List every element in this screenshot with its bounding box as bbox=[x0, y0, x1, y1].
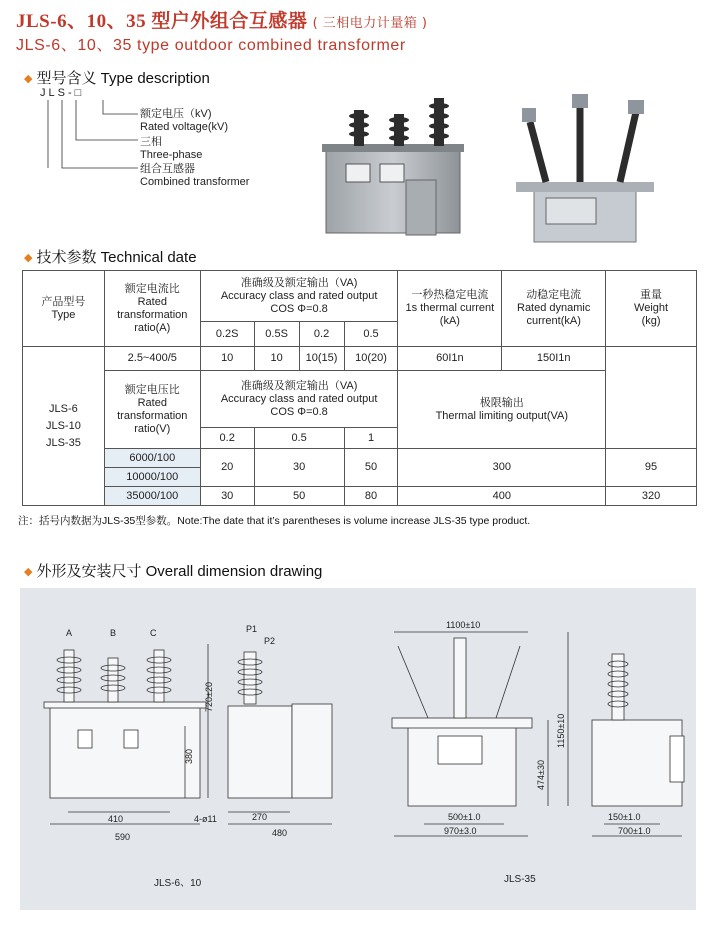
vt-row-6000 bbox=[23, 449, 697, 468]
table-note: 注：括号内数据为JLS-35型参数。Note:The date that it’s parentheses is volume increase JLS-35 type product. bbox=[18, 515, 531, 527]
ct-class-cell: 0.5 bbox=[344, 322, 398, 347]
thermal-cell: 60I1n bbox=[398, 347, 502, 371]
vt-class-cell: 1 bbox=[344, 428, 398, 449]
title-cn-sub: ( 三相电力计量箱 ) bbox=[312, 16, 428, 31]
dim-970: 970±3.0 bbox=[444, 826, 477, 836]
dimension-drawing-panel bbox=[20, 588, 696, 910]
tech-heading: 技术参数 Technical date bbox=[36, 249, 197, 266]
product-photo-jls35 bbox=[510, 82, 660, 252]
leader-line-phase bbox=[76, 100, 138, 140]
phase-label-c: C bbox=[150, 628, 157, 638]
dim-150: 150±1.0 bbox=[608, 812, 641, 822]
type-code: JLS-□ bbox=[40, 87, 85, 99]
vt-output-cell: 50 bbox=[344, 449, 398, 487]
ct-output-cell: 10(20) bbox=[344, 347, 398, 371]
dim-500: 500±1.0 bbox=[448, 812, 481, 822]
dim-480: 480 bbox=[272, 828, 288, 838]
leader-line-combined bbox=[62, 100, 138, 168]
phase-label-a: A bbox=[66, 628, 73, 638]
dynamic-cell: 150I1n bbox=[502, 347, 606, 371]
vt-header-row bbox=[23, 371, 697, 428]
empty-weight-cell bbox=[606, 347, 697, 449]
limit-cell: 400 bbox=[398, 487, 606, 506]
page-title-en: JLS-6、10、35 type outdoor combined transformer bbox=[16, 37, 406, 54]
ct-ratio-cell: 2.5~400/5 bbox=[104, 347, 200, 371]
type-desc-heading: 型号含义 Type description bbox=[36, 70, 210, 87]
dim-590: 590 bbox=[115, 832, 131, 842]
vt-output-cell: 80 bbox=[344, 487, 398, 506]
weight-cell: 320 bbox=[606, 487, 697, 506]
drawing-heading: 外形及安装尺寸 Overall dimension drawing bbox=[36, 563, 323, 580]
table-header-row bbox=[23, 271, 697, 322]
vt-class-cell: 0.5 bbox=[254, 428, 344, 449]
label-p2: P2 bbox=[264, 636, 276, 646]
th-limit-output: 极限输出 Thermal limiting output(VA) bbox=[398, 371, 606, 449]
ct-output-cell: 10 bbox=[254, 347, 299, 371]
legend-combined: 组合互感器 Combined transformer bbox=[140, 163, 250, 188]
dimension-drawing-svg bbox=[20, 588, 696, 910]
dim-474: 474±30 bbox=[536, 760, 546, 790]
th-thermal: 一秒热稳定电流 1s thermal current (kA) bbox=[398, 271, 502, 347]
weight-cell: 95 bbox=[606, 449, 697, 487]
vt-output-cell: 30 bbox=[254, 449, 344, 487]
vt-row-35000 bbox=[23, 487, 697, 506]
leader-line-voltage bbox=[103, 100, 138, 114]
dim-410: 410 bbox=[108, 814, 124, 824]
th-type: 产品型号 Type bbox=[23, 271, 105, 347]
th-voltage-ratio: 额定电压比 Rated transformation ratio(V) bbox=[104, 371, 200, 449]
legend-phase: 三相 Three-phase bbox=[140, 136, 203, 161]
th-current-ratio: 额定电流比 Rated transformation ratio(A) bbox=[104, 271, 200, 347]
vt-output-cell: 50 bbox=[254, 487, 344, 506]
ct-output-cell: 10(15) bbox=[299, 347, 344, 371]
type-code-leader-lines bbox=[40, 96, 140, 186]
ct-class-cell: 0.5S bbox=[254, 322, 299, 347]
page-title-cn bbox=[16, 6, 428, 33]
th-dynamic: 动稳定电流 Rated dynamic current(kA) bbox=[502, 271, 606, 347]
section-type-description bbox=[24, 67, 210, 88]
vt-ratio-cell: 6000/100 bbox=[104, 449, 200, 468]
type-cell: JLS-6 JLS-10 JLS-35 bbox=[23, 347, 105, 506]
dim-1150: 1150±10 bbox=[556, 713, 566, 748]
dim-720: 720±20 bbox=[204, 682, 214, 712]
dim-1100: 1100±10 bbox=[446, 620, 481, 630]
limit-cell: 300 bbox=[398, 449, 606, 487]
ct-data-row bbox=[23, 347, 697, 371]
ct-class-cell: 0.2 bbox=[299, 322, 344, 347]
technical-data-table bbox=[22, 270, 697, 506]
th-vt-accuracy: 准确级及额定输出（VA) Accuracy class and rated output COS Φ=0.8 bbox=[200, 371, 398, 428]
vt-ratio-cell: 35000/100 bbox=[104, 487, 200, 506]
vt-class-cell: 0.2 bbox=[200, 428, 254, 449]
section-technical-data bbox=[24, 246, 197, 267]
dim-700: 700±1.0 bbox=[618, 826, 651, 836]
title-cn-main: JLS-6、10、35 型户外组合互感器 bbox=[16, 11, 308, 32]
caption-jls-35: JLS-35 bbox=[504, 874, 536, 885]
dim-380: 380 bbox=[184, 748, 194, 764]
vt-ratio-cell: 10000/100 bbox=[104, 468, 200, 487]
ct-class-cell: 0.2S bbox=[200, 322, 254, 347]
legend-voltage: 额定电压（kV) Rated voltage(kV) bbox=[140, 108, 229, 133]
phase-label-b: B bbox=[110, 628, 117, 638]
product-photo-jls10 bbox=[318, 80, 468, 250]
dim-270: 270 bbox=[252, 812, 268, 822]
diamond-bullet-icon: ◆ bbox=[24, 566, 33, 578]
ct-output-cell: 10 bbox=[200, 347, 254, 371]
dim-holes: 4-ø11 bbox=[194, 814, 217, 824]
diamond-bullet-icon: ◆ bbox=[24, 252, 33, 264]
th-accuracy: 准确级及额定输出（VA) Accuracy class and rated output COS Φ=0.8 bbox=[200, 271, 398, 322]
caption-jls-6-10: JLS-6、10 bbox=[154, 878, 202, 889]
vt-output-cell: 30 bbox=[200, 487, 254, 506]
section-dimension-drawing bbox=[24, 560, 322, 581]
label-p1: P1 bbox=[246, 624, 258, 634]
vt-output-cell: 20 bbox=[200, 449, 254, 487]
th-weight: 重量 Weight (kg) bbox=[606, 271, 697, 347]
diamond-bullet-icon: ◆ bbox=[24, 73, 33, 85]
